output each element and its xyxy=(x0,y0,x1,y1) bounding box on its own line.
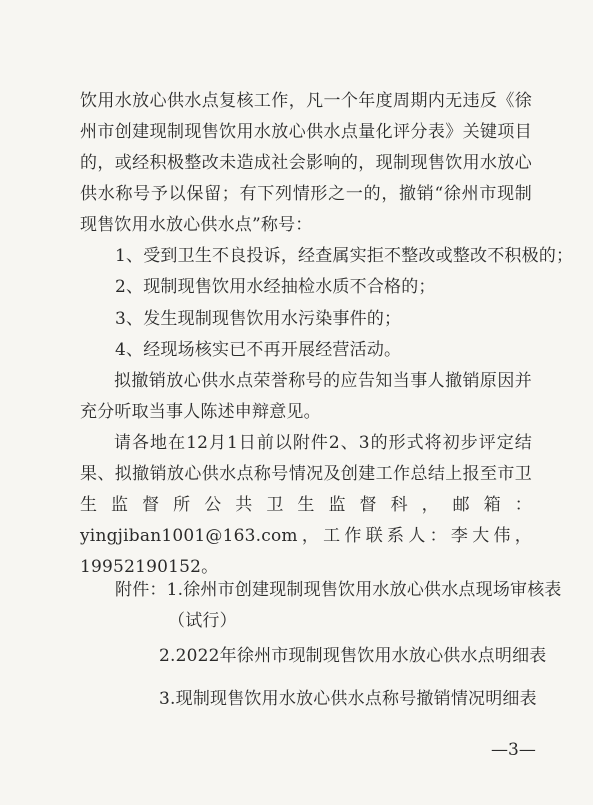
list-item-revoke-condition-3: 3、发生现制现售饮用水污染事件的； xyxy=(115,309,402,329)
list-item-revoke-condition-2: 2、现制现售饮用水经抽检水质不合格的； xyxy=(115,277,436,297)
list-item-revoke-condition-4: 4、经现场核实已不再开展经营活动。 xyxy=(115,340,402,360)
attachment-line-3: 3.现制现售饮用水放心供水点称号撤销情况明细表 xyxy=(159,689,537,709)
attachment-line-1: 附件：1.徐州市创建现制现售饮用水放心供水点现场审核表 xyxy=(115,580,562,600)
attachment-line-2: 2.2022年徐州市现制现售饮用水放心供水点明细表 xyxy=(159,646,547,666)
page-number: —3— xyxy=(491,740,536,760)
attachment-line-1-continuation: （试行） xyxy=(168,611,237,631)
list-item-revoke-condition-1: 1、受到卫生不良投诉，经查属实拒不整改或整改不积极的； xyxy=(115,246,574,266)
paragraph-review-rules: 饮用水放心供水点复核工作，凡一个年度周期内无违反《徐州市创建现制现售饮用水放心供水点量化评分表》关键项目的，或经积极整改未造成社会影响的，现制现售饮用水放心供水称号予以保留；有下列情形之一的，撤销“徐州市现制现售饮用水放心供水点”称号： xyxy=(80,91,532,235)
paragraph-notify-party: 拟撤销放心供水点荣誉称号的应告知当事人撤销原因并充分听取当事人陈述申辩意见。 xyxy=(80,371,532,422)
paragraph-submission-instructions: 请各地在12月1日前以附件2、3的形式将初步评定结果、拟撤销放心供水点称号情况及创建工作总结上报至市卫生监督所公共卫生监督科，邮箱：yingjiban1001@163.com，工作联系人：李大伟，19952190152。 xyxy=(80,433,532,577)
